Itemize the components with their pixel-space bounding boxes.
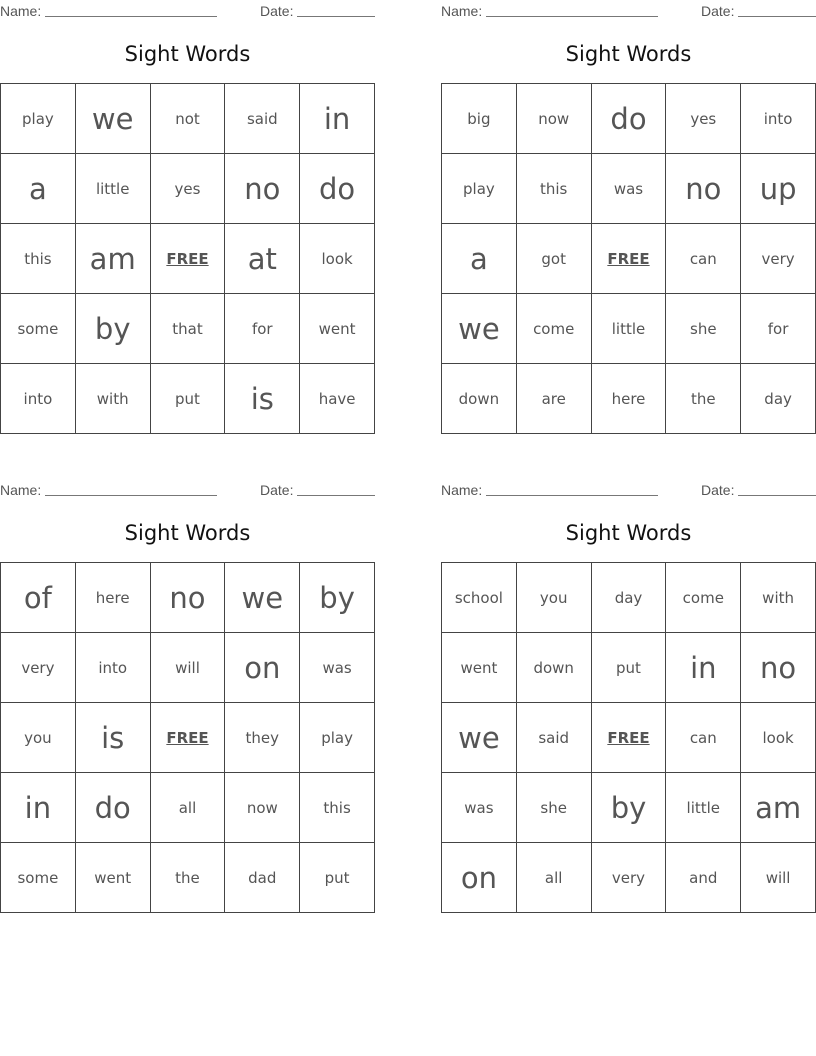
word-cell: a	[442, 224, 517, 294]
word-cell: by	[300, 563, 375, 633]
word-cell: day	[741, 364, 816, 434]
bingo-grid	[441, 562, 816, 913]
word-cell: for	[225, 294, 300, 364]
word-cell: come	[666, 563, 741, 633]
word-cell: will	[741, 843, 816, 913]
word-cell: said	[225, 84, 300, 154]
word-cell: this	[517, 154, 592, 224]
word-cell: can	[666, 224, 741, 294]
word-cell: do	[592, 84, 667, 154]
word-cell: am	[76, 224, 151, 294]
word-cell: we	[442, 294, 517, 364]
card-header	[0, 0, 375, 20]
word-cell: little	[666, 773, 741, 843]
date-blank	[297, 495, 375, 496]
word-cell: dad	[225, 843, 300, 913]
card-header	[441, 0, 816, 20]
date-blank	[738, 16, 816, 17]
bingo-grid	[0, 83, 375, 434]
free-space-cell: FREE	[592, 703, 667, 773]
word-cell: do	[300, 154, 375, 224]
date-label: Date:	[701, 3, 735, 19]
word-cell: do	[76, 773, 151, 843]
word-cell: some	[1, 294, 76, 364]
word-cell: she	[517, 773, 592, 843]
word-cell: will	[151, 633, 226, 703]
word-cell: was	[442, 773, 517, 843]
bingo-card	[0, 0, 375, 435]
free-space-cell: FREE	[592, 224, 667, 294]
word-cell: here	[592, 364, 667, 434]
free-space-cell: FREE	[151, 703, 226, 773]
word-cell: play	[442, 154, 517, 224]
word-cell: is	[76, 703, 151, 773]
name-blank	[45, 16, 217, 17]
word-cell: that	[151, 294, 226, 364]
word-cell: into	[741, 84, 816, 154]
word-cell: put	[592, 633, 667, 703]
word-cell: no	[741, 633, 816, 703]
word-cell: was	[592, 154, 667, 224]
word-cell: this	[1, 224, 76, 294]
word-cell: very	[592, 843, 667, 913]
date-blank	[738, 495, 816, 496]
word-cell: they	[225, 703, 300, 773]
word-cell: on	[442, 843, 517, 913]
word-cell: not	[151, 84, 226, 154]
word-cell: we	[442, 703, 517, 773]
word-cell: you	[1, 703, 76, 773]
word-cell: all	[151, 773, 226, 843]
word-cell: and	[666, 843, 741, 913]
word-cell: on	[225, 633, 300, 703]
word-cell: down	[517, 633, 592, 703]
word-cell: play	[1, 84, 76, 154]
word-cell: in	[300, 84, 375, 154]
word-cell: little	[592, 294, 667, 364]
word-cell: now	[225, 773, 300, 843]
name-label: Name:	[441, 482, 483, 498]
word-cell: went	[442, 633, 517, 703]
name-label: Name:	[0, 3, 42, 19]
bingo-card	[441, 0, 816, 435]
word-cell: for	[741, 294, 816, 364]
name-blank	[486, 16, 658, 17]
word-cell: yes	[666, 84, 741, 154]
bingo-card	[441, 479, 816, 914]
card-title: Sight Words	[124, 521, 251, 545]
word-cell: big	[442, 84, 517, 154]
word-cell: up	[741, 154, 816, 224]
name-label: Name:	[0, 482, 42, 498]
word-cell: is	[225, 364, 300, 434]
word-cell: was	[300, 633, 375, 703]
word-cell: got	[517, 224, 592, 294]
word-cell: are	[517, 364, 592, 434]
word-cell: by	[592, 773, 667, 843]
bingo-grid	[0, 562, 375, 913]
card-header	[441, 479, 816, 499]
word-cell: some	[1, 843, 76, 913]
date-blank	[297, 16, 375, 17]
word-cell: put	[151, 364, 226, 434]
word-cell: at	[225, 224, 300, 294]
name-blank	[486, 495, 658, 496]
word-cell: play	[300, 703, 375, 773]
word-cell: school	[442, 563, 517, 633]
date-label: Date:	[701, 482, 735, 498]
date-label: Date:	[260, 3, 294, 19]
card-title: Sight Words	[124, 42, 251, 66]
card-header	[0, 479, 375, 499]
bingo-card	[0, 479, 375, 914]
word-cell: no	[151, 563, 226, 633]
word-cell: by	[76, 294, 151, 364]
word-cell: in	[1, 773, 76, 843]
word-cell: am	[741, 773, 816, 843]
bingo-grid	[441, 83, 816, 434]
word-cell: look	[741, 703, 816, 773]
word-cell: down	[442, 364, 517, 434]
word-cell: here	[76, 563, 151, 633]
word-cell: day	[592, 563, 667, 633]
word-cell: no	[225, 154, 300, 224]
word-cell: the	[151, 843, 226, 913]
word-cell: into	[76, 633, 151, 703]
word-cell: went	[300, 294, 375, 364]
card-title: Sight Words	[565, 42, 692, 66]
word-cell: of	[1, 563, 76, 633]
word-cell: no	[666, 154, 741, 224]
word-cell: now	[517, 84, 592, 154]
card-title: Sight Words	[565, 521, 692, 545]
name-blank	[45, 495, 217, 496]
word-cell: you	[517, 563, 592, 633]
word-cell: very	[741, 224, 816, 294]
word-cell: this	[300, 773, 375, 843]
word-cell: little	[76, 154, 151, 224]
word-cell: very	[1, 633, 76, 703]
date-label: Date:	[260, 482, 294, 498]
free-space-cell: FREE	[151, 224, 226, 294]
word-cell: with	[741, 563, 816, 633]
word-cell: the	[666, 364, 741, 434]
word-cell: went	[76, 843, 151, 913]
word-cell: said	[517, 703, 592, 773]
word-cell: come	[517, 294, 592, 364]
word-cell: put	[300, 843, 375, 913]
word-cell: a	[1, 154, 76, 224]
word-cell: with	[76, 364, 151, 434]
name-label: Name:	[441, 3, 483, 19]
word-cell: we	[225, 563, 300, 633]
word-cell: in	[666, 633, 741, 703]
word-cell: look	[300, 224, 375, 294]
word-cell: yes	[151, 154, 226, 224]
word-cell: can	[666, 703, 741, 773]
word-cell: have	[300, 364, 375, 434]
word-cell: all	[517, 843, 592, 913]
word-cell: she	[666, 294, 741, 364]
word-cell: we	[76, 84, 151, 154]
word-cell: into	[1, 364, 76, 434]
